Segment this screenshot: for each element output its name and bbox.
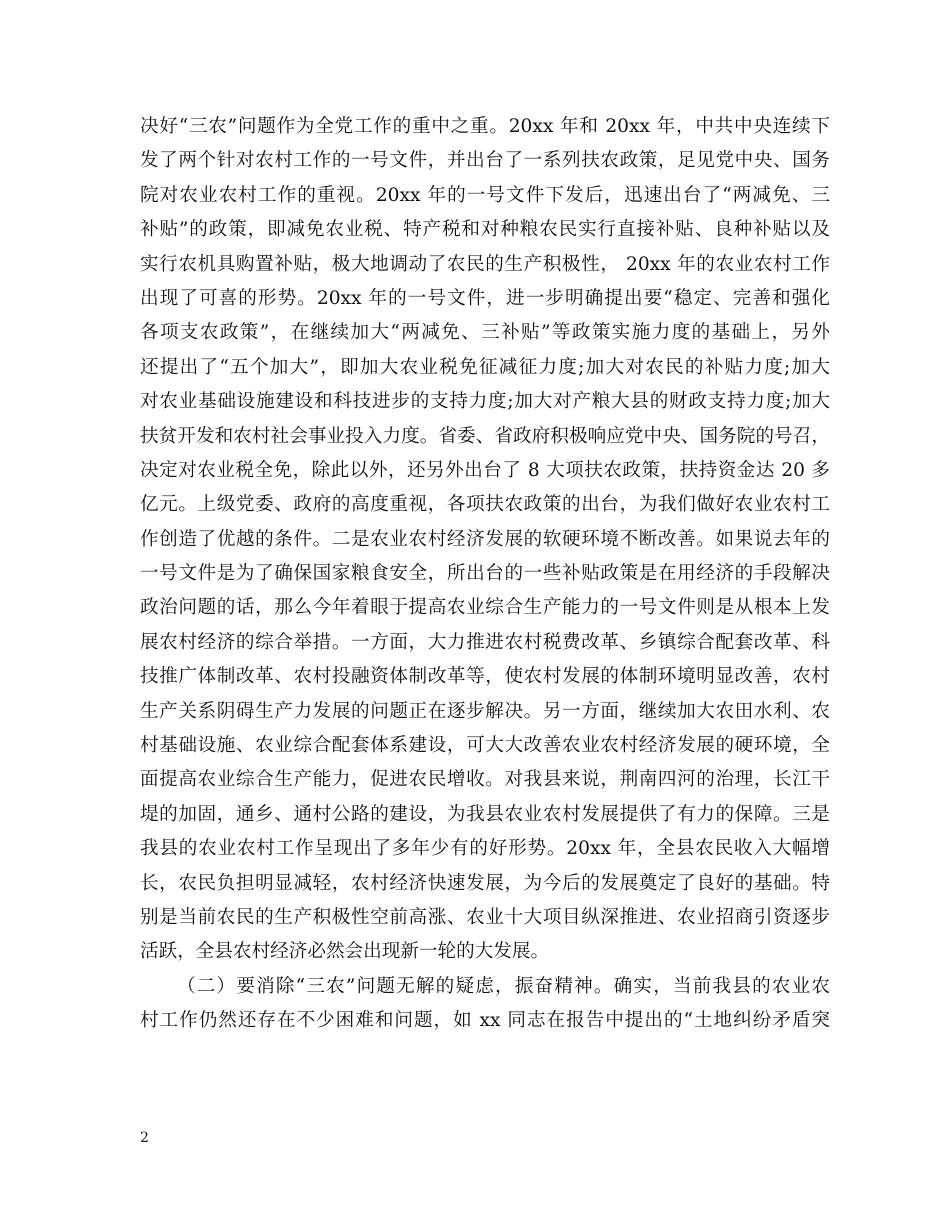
text-line: 各项支农政策”，在继续加大“两减免、三补贴”等政策实施力度的基础上，另外: [140, 322, 830, 344]
text-line: 亿元。上级党委、政府的高度重视，各项扶农政策的出台，为我们做好农业农村工: [140, 494, 830, 516]
page-number: 2: [140, 1130, 149, 1146]
text-line: 还提出了“五个加大”，即加大农业税免征减征力度;加大对农民的补贴力度;加大: [140, 356, 830, 378]
paragraph-end-line: 活跃，全县农村经济必然会出现新一轮的大发展。: [140, 941, 550, 963]
text-line: 一号文件是为了确保国家粮食安全，所出台的一些补贴政策是在用经济的手段解决: [140, 563, 830, 585]
text-line: 决定对农业税全免，除此以外，还另外出台了 8 大项扶农政策，扶持资金达 20 多: [140, 459, 830, 481]
text-line: 作创造了优越的条件。二是农业农村经济发展的软硬环境不断改善。如果说去年的: [140, 528, 830, 550]
text-line: 政治问题的话，那么今年着眼于提高农业综合生产能力的一号文件则是从根本上发: [140, 597, 830, 619]
text-line: 对农业基础设施建设和科技进步的支持力度;加大对产粮大县的财政支持力度;加大: [140, 391, 830, 413]
paragraph-start-line: （二）要消除“三农”问题无解的疑虑，振奋精神。确实，当前我县的农业农: [177, 975, 830, 997]
text-line: 出现了可喜的形势。20xx 年的一号文件，进一步明确提出要“稳定、完善和强化: [140, 287, 830, 309]
text-line: 决好“三农”问题作为全党工作的重中之重。20xx 年和 20xx 年，中共中央连续下: [140, 116, 830, 137]
text-line: 实行农机具购置补贴，极大地调动了农民的生产积极性， 20xx 年的农业农村工作: [140, 253, 830, 275]
text-line: 生产关系阴碍生产力发展的问题正在逐步解决。另一方面，继续加大农田水利、农: [140, 700, 830, 722]
text-line: 长，农民负担明显减轻，农村经济快速发展，为今后的发展奠定了良好的基础。特: [140, 872, 830, 894]
text-line: 扶贫开发和农村社会事业投入力度。省委、省政府积极响应党中央、国务院的号召，: [140, 425, 830, 447]
body-text: [140, 110, 830, 1039]
text-line: 发了两个针对农村工作的一号文件，并出台了一系列扶农政策，足见党中央、国务: [140, 150, 830, 172]
text-line: 堤的加固，通乡、通村公路的建设，为我县农业农村发展提供了有力的保障。三是: [140, 803, 830, 825]
text-line: 院对农业农村工作的重视。20xx 年的一号文件下发后，迅速出台了“两减免、三: [140, 184, 830, 206]
text-line: 面提高农业综合生产能力，促进农民增收。对我县来说，荆南四河的治理，长江干: [140, 769, 830, 791]
text-line: 我县的农业农村工作呈现出了多年少有的好形势。20xx 年，全县农民收入大幅增: [140, 838, 830, 860]
text-line: 村基础设施、农业综合配套体系建设，可大大改善农业农村经济发展的硬环境，全: [140, 735, 830, 757]
text-line: 展农村经济的综合举措。一方面，大力推进农村税费改革、乡镇综合配套改革、科: [140, 631, 830, 653]
text-line: 别是当前农民的生产积极性空前高涨、农业十大项目纵深推进、农业招商引资逐步: [140, 906, 830, 928]
text-line: 补贴”的政策，即减免农业税、特产税和对种粮农民实行直接补贴、良种补贴以及: [140, 219, 830, 241]
text-line: 村工作仍然还存在不少困难和问题，如 xx 同志在报告中提出的“土地纠纷矛盾突: [140, 1010, 830, 1032]
text-line: 技推广体制改革、农村投融资体制改革等，使农村发展的体制环境明显改善，农村: [140, 666, 830, 688]
